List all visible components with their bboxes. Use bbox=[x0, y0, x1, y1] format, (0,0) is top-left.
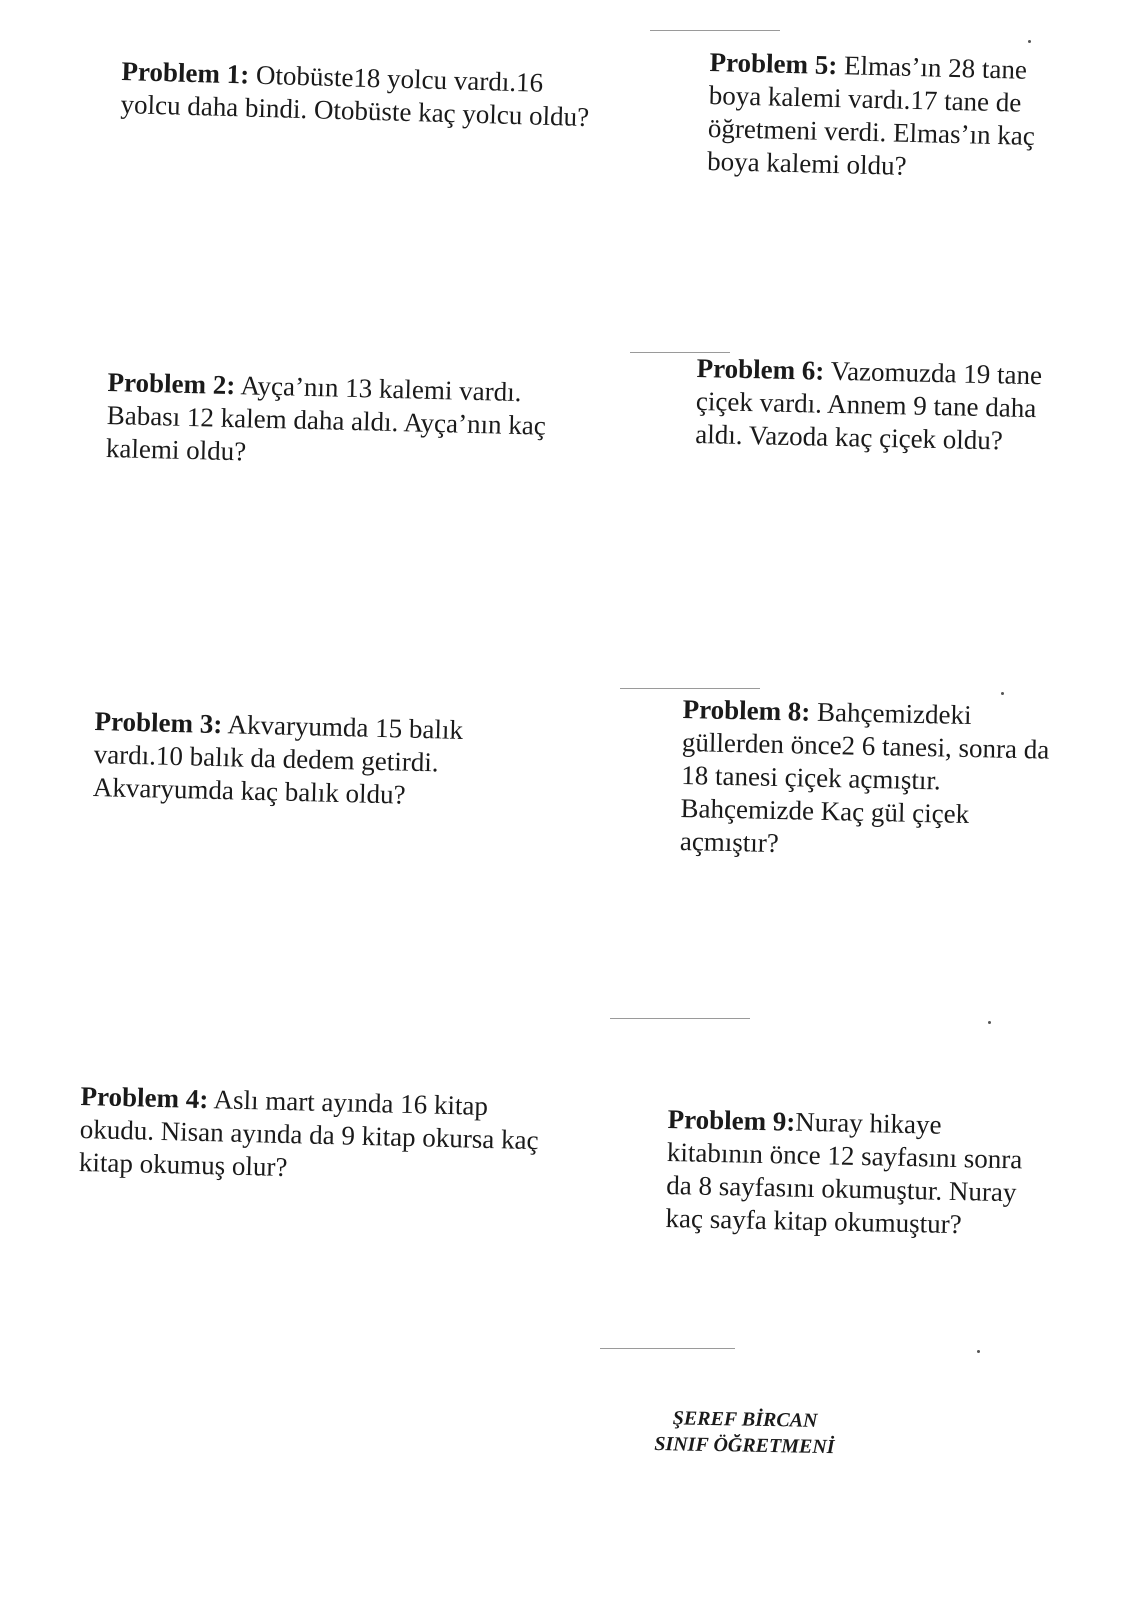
problem-label: Problem 8: bbox=[682, 693, 811, 727]
problem-text-line: vardı.10 balık da dedem getirdi. bbox=[93, 738, 439, 778]
problem-1 bbox=[120, 55, 590, 134]
scan-dot bbox=[977, 1350, 980, 1353]
problem-text-line: yolcu daha bindi. Otobüste kaç yolcu oldu? bbox=[120, 88, 590, 133]
problem-text-line: boya kalemi oldu? bbox=[706, 145, 907, 181]
problem-text-line: 18 tanesi çiçek açmıştır. bbox=[680, 759, 941, 796]
problem-5 bbox=[707, 46, 1037, 186]
problem-text-line: kitap okumuş olur? bbox=[78, 1146, 288, 1183]
problem-text-line: güllerden önce2 6 tanesi, sonra da bbox=[681, 726, 1050, 765]
problem-text-line: okudu. Nisan ayında da 9 kitap okursa kaç bbox=[79, 1113, 539, 1156]
problem-text-line: aldı. Vazoda kaç çiçek oldu? bbox=[694, 418, 1004, 456]
problem-text-line: öğretmeni verdi. Elmas’ın kaç bbox=[707, 112, 1036, 151]
problem-text-line: Vazomuzda 19 tane bbox=[830, 355, 1043, 391]
scan-line bbox=[600, 1348, 735, 1349]
teacher-signature bbox=[654, 1405, 835, 1460]
problem-label: Problem 4: bbox=[80, 1080, 209, 1115]
problem-text-line: açmıştır? bbox=[679, 825, 780, 859]
problem-2 bbox=[106, 366, 547, 476]
scan-line bbox=[650, 30, 780, 31]
problem-label: Problem 3: bbox=[94, 705, 223, 740]
teacher-name: ŞEREF BİRCAN bbox=[672, 1407, 818, 1432]
problem-text-line: Ayça’nın 13 kalemi vardı. bbox=[240, 370, 522, 408]
problem-text-line: boya kalemi vardı.17 tane de bbox=[708, 79, 1022, 118]
problem-text-line: kalemi oldu? bbox=[105, 432, 247, 467]
problem-label: Problem 1: bbox=[121, 55, 250, 90]
scan-line bbox=[610, 1018, 750, 1019]
scan-dot bbox=[1028, 40, 1031, 43]
problem-label: Problem 9: bbox=[667, 1103, 796, 1137]
problem-text-line: çiçek vardı. Annem 9 tane daha bbox=[695, 385, 1037, 424]
problem-6 bbox=[695, 352, 1042, 458]
problem-text-line: Akvaryumda kaç balık oldu? bbox=[92, 771, 406, 810]
problem-text-line: Nuray hikaye bbox=[795, 1106, 942, 1140]
problem-label: Problem 6: bbox=[696, 352, 825, 386]
problem-text-line: Aslı mart ayında 16 kitap bbox=[213, 1084, 489, 1121]
problem-9 bbox=[665, 1103, 1023, 1242]
problem-4 bbox=[79, 1080, 540, 1190]
problem-8 bbox=[680, 693, 1051, 866]
teacher-title: SINIF ÖĞRETMENİ bbox=[654, 1432, 835, 1459]
problem-text-line: kitabının önce 12 sayfasını sonra bbox=[666, 1136, 1023, 1175]
problem-text-line: da 8 sayfasını okumuştur. Nuray bbox=[665, 1169, 1017, 1208]
scan-dot bbox=[988, 1021, 991, 1024]
problem-text-line: Elmas’ın 28 tane bbox=[843, 50, 1028, 85]
problem-label: Problem 5: bbox=[709, 46, 838, 81]
scan-dot bbox=[1001, 692, 1004, 695]
problem-label: Problem 2: bbox=[107, 366, 236, 401]
scan-line bbox=[620, 688, 760, 689]
problem-text-line: Akvaryumda 15 balık bbox=[227, 709, 464, 745]
problem-text-line: Bahçemizdeki bbox=[816, 696, 972, 731]
problem-text-line: kaç sayfa kitap okumuştur? bbox=[665, 1202, 962, 1240]
problem-text-line: Bahçemizde Kaç gül çiçek bbox=[680, 792, 970, 830]
problem-text-line: Otobüste18 yolcu vardı.16 bbox=[255, 59, 544, 98]
problem-text-line: Babası 12 kalem daha aldı. Ayça’nın kaç bbox=[106, 399, 547, 441]
problem-3 bbox=[93, 705, 464, 813]
